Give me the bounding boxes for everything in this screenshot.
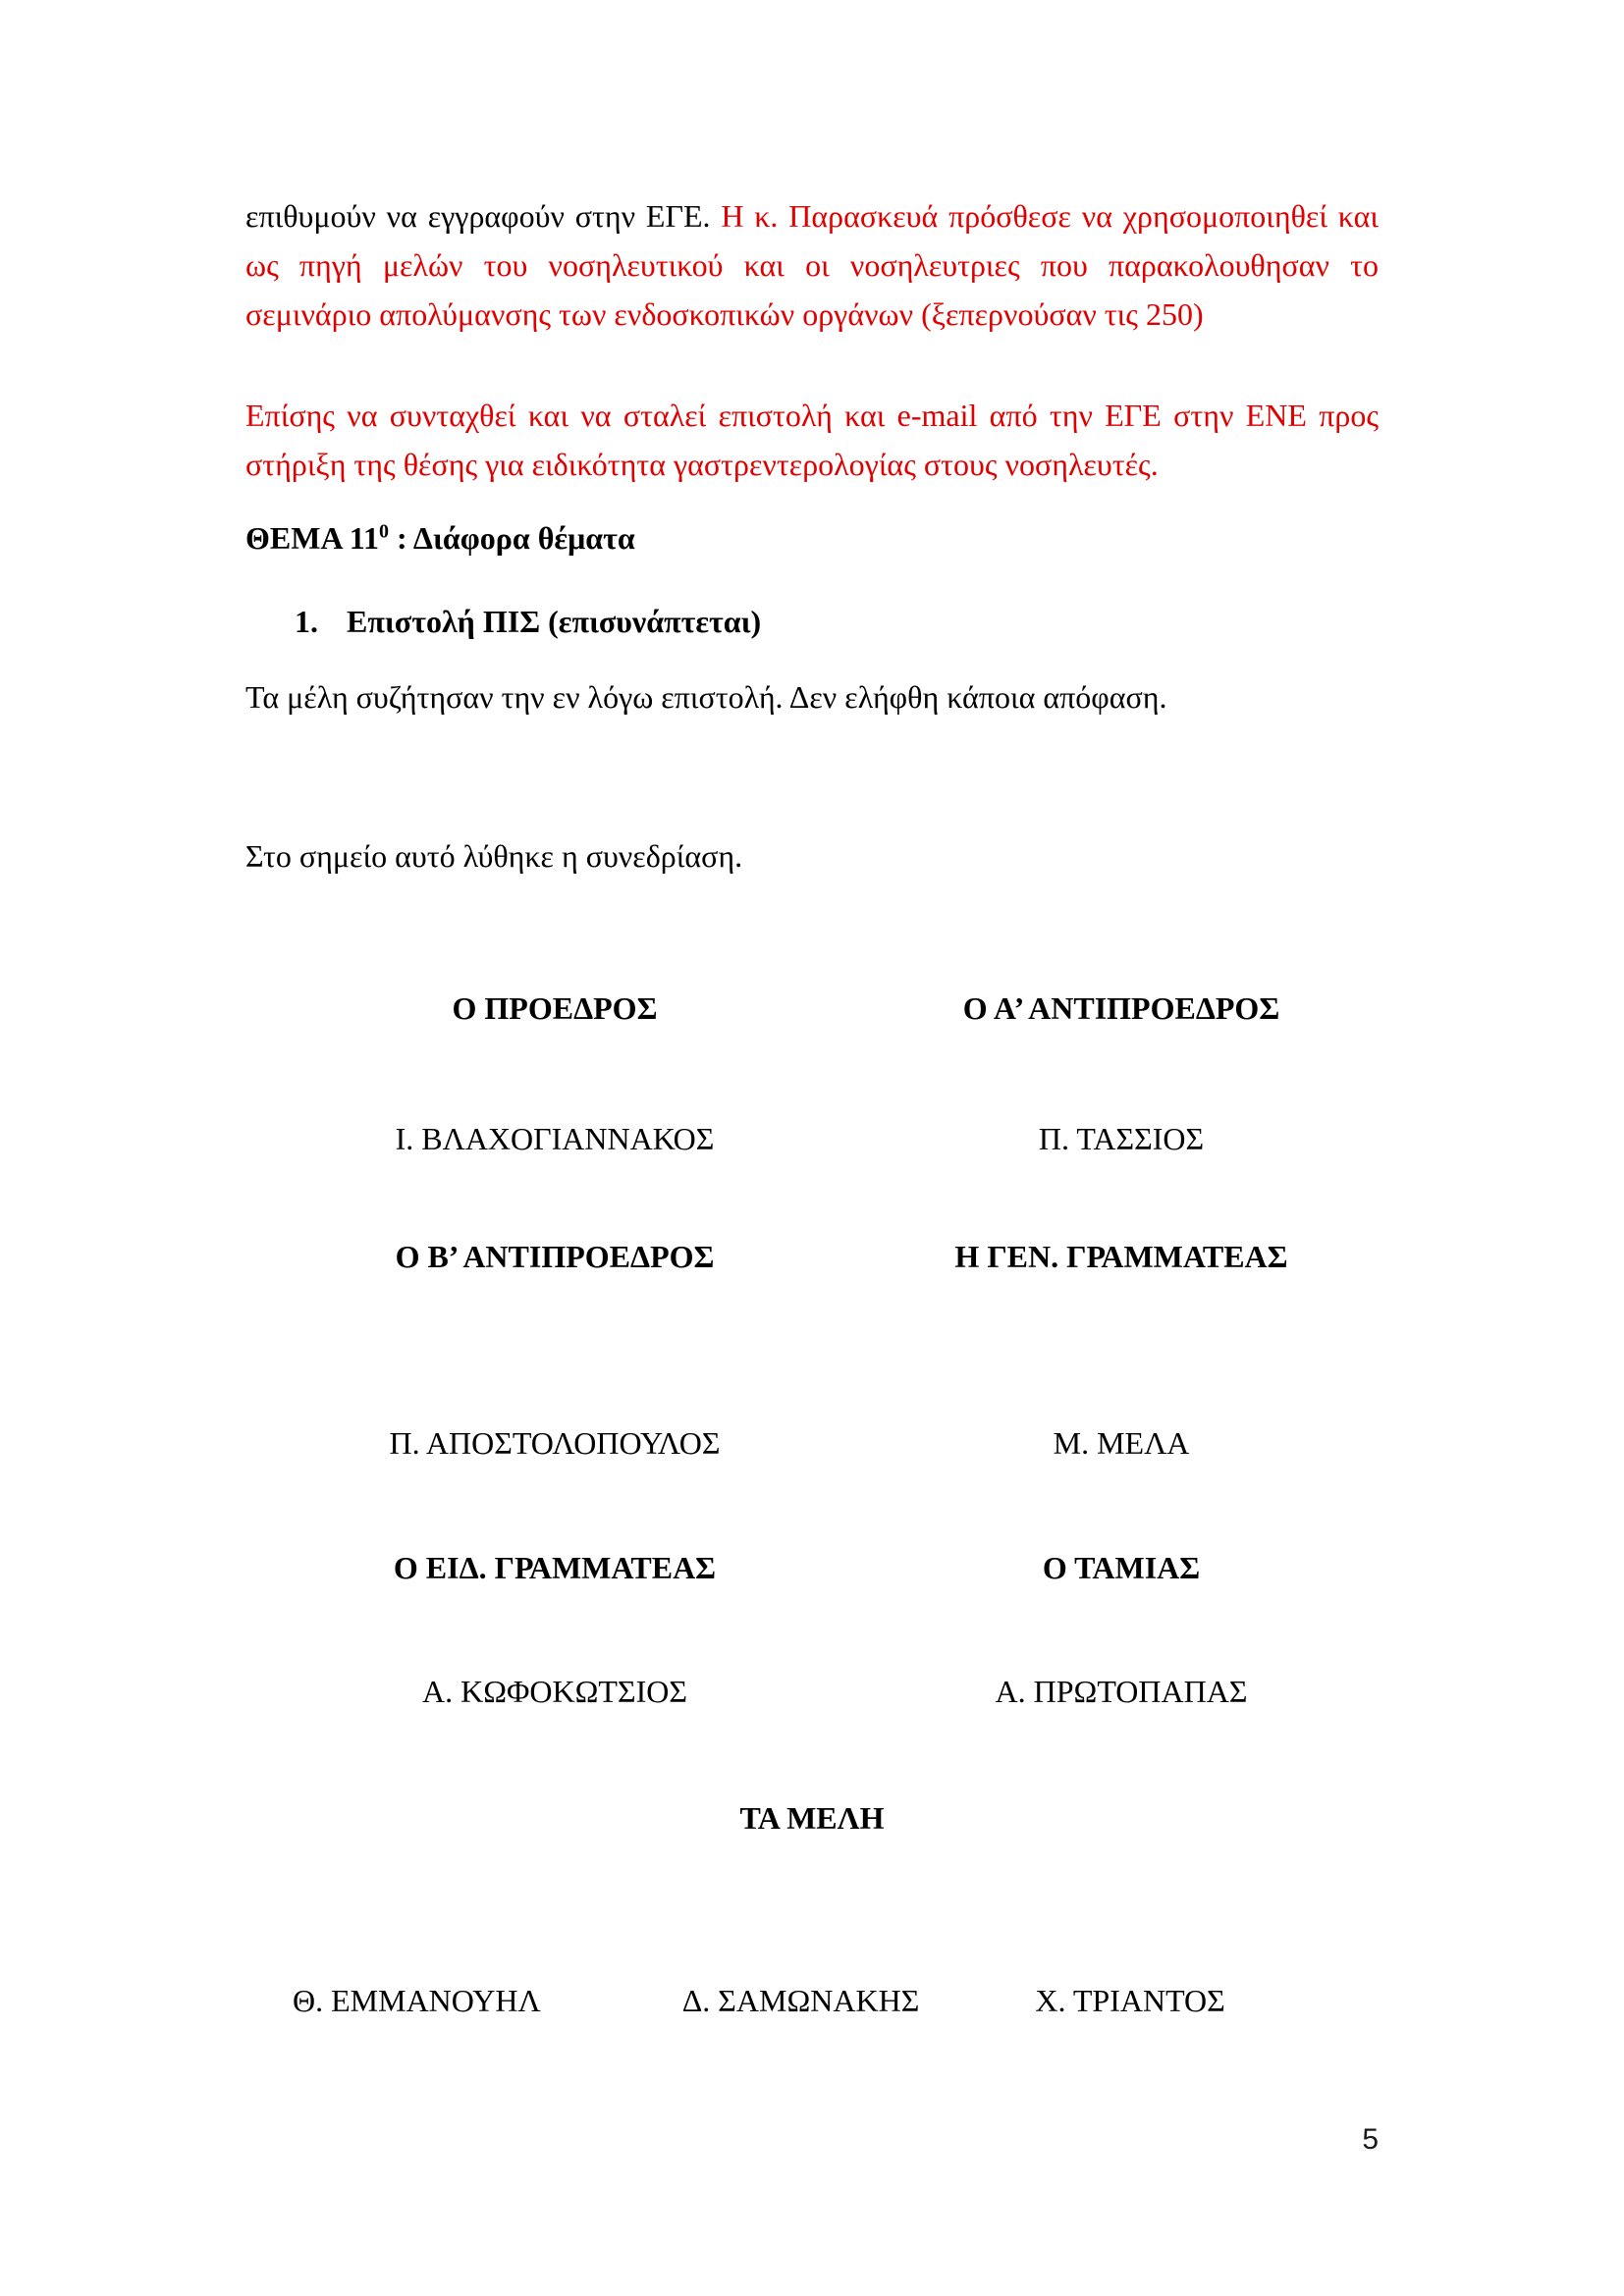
- paragraph-adjournment: Στο σημείο αυτό λύθηκε η συνεδρίαση.: [245, 838, 743, 874]
- signature-row-1-labels: [245, 984, 1379, 1033]
- member-name-3: Χ. ΤΡΙΑΝΤΟΣ: [1035, 1983, 1225, 2018]
- signature-row-3-names: [245, 1667, 1379, 1716]
- paragraph-email: [245, 391, 1379, 489]
- continuation-red-run: Η κ. Παρασκευά πρόσθεσε να χρησομοποιηθεί και: [721, 198, 1380, 234]
- sig-label-treasurer: Ο ΤΑΜΙΑΣ: [1042, 1550, 1201, 1585]
- list-item-number: 1.: [295, 604, 318, 639]
- sig-name-president: Ι. ΒΛΑΧΟΓΙΑΝΝΑΚΟΣ: [395, 1121, 715, 1156]
- sig-name-treasurer: Α. ΠΡΩΤΟΠΑΠΑΣ: [995, 1674, 1248, 1709]
- sig-name-special-secretary: Α. ΚΩΦΟΚΩΤΣΙΟΣ: [422, 1674, 687, 1709]
- paragraph-email-line-2: στήριξη της θέσης για ειδικότητα γαστρεντερολογίας στους νοσηλευτές.: [245, 447, 1159, 482]
- paragraph-continuation-line-2: ως πηγή μελών του νοσηλευτικού και οι νοσηλευτριες που παρακολουθησαν το: [245, 247, 1379, 283]
- page-content: [245, 191, 1379, 2025]
- signature-row-1-names: [245, 1114, 1379, 1163]
- sig-label-president: Ο ΠΡΟΕΔΡΟΣ: [452, 990, 658, 1026]
- paragraph-continuation-line-1: [245, 191, 1379, 240]
- page-footer: [245, 2120, 1379, 2160]
- signature-row-3-labels: [245, 1543, 1379, 1592]
- member-name-1: Θ. ΕΜΜΑΝΟΥΗΛ: [293, 1983, 541, 2018]
- member-name-2: Δ. ΣΑΜΩΝΑΚΗΣ: [681, 1983, 920, 2018]
- paragraph-continuation-line-3: σεμινάριο απολύμανσης των ενδοσκοπικών οργάνων (ξεπερνούσαν τις 250): [245, 296, 1204, 332]
- sig-label-general-secretary: Η ΓΕΝ. ΓΡΑΜΜΑΤΕΑΣ: [954, 1239, 1288, 1274]
- topic-heading-prefix: ΘΕΜΑ 11: [245, 520, 380, 556]
- paragraph-email-line-1: Επίσης να συνταχθεί και να σταλεί επιστολή και e-mail από την ΕΓΕ στην ΕΝΕ προς: [245, 398, 1379, 433]
- continuation-black-run: επιθυμούν να εγγραφούν στην ΕΓΕ.: [245, 198, 722, 234]
- signature-row-2-labels: [245, 1232, 1379, 1281]
- sig-label-vice-president-a: Ο Α’ ΑΝΤΙΠΡΟΕΔΡΟΣ: [962, 990, 1280, 1026]
- signature-row-2-names: [245, 1418, 1379, 1468]
- sig-name-vice-president-a: Π. ΤΑΣΣΙΟΣ: [1038, 1121, 1205, 1156]
- topic-heading: [245, 513, 1379, 562]
- sig-name-vice-president-b: Π. ΑΠΟΣΤΟΛΟΠΟΥΛΟΣ: [389, 1425, 721, 1461]
- topic-heading-superscript: 0: [379, 520, 390, 543]
- sig-label-special-secretary: Ο ΕΙΔ. ΓΡΑΜΜΑΤΕΑΣ: [393, 1550, 717, 1585]
- page-number: 5: [1362, 2123, 1379, 2156]
- paragraph-continuation: [245, 191, 1379, 339]
- members-heading: ΤΑ ΜΕΛΗ: [739, 1800, 885, 1836]
- sig-label-vice-president-b: Ο Β’ ΑΝΤΙΠΡΟΕΔΡΟΣ: [395, 1239, 715, 1274]
- members-row: [245, 1976, 1379, 2025]
- list-item-1: [245, 597, 1379, 646]
- sig-name-general-secretary: Μ. ΜΕΛΑ: [1053, 1425, 1190, 1461]
- paragraph-discussion: Τα μέλη συζήτησαν την εν λόγω επιστολή. Δεν ελήφθη κάποια απόφαση.: [245, 679, 1167, 715]
- list-item-text: Επιστολή ΠΙΣ (επισυνάπτεται): [347, 604, 762, 639]
- topic-heading-suffix: : Διάφορα θέματα: [389, 520, 635, 556]
